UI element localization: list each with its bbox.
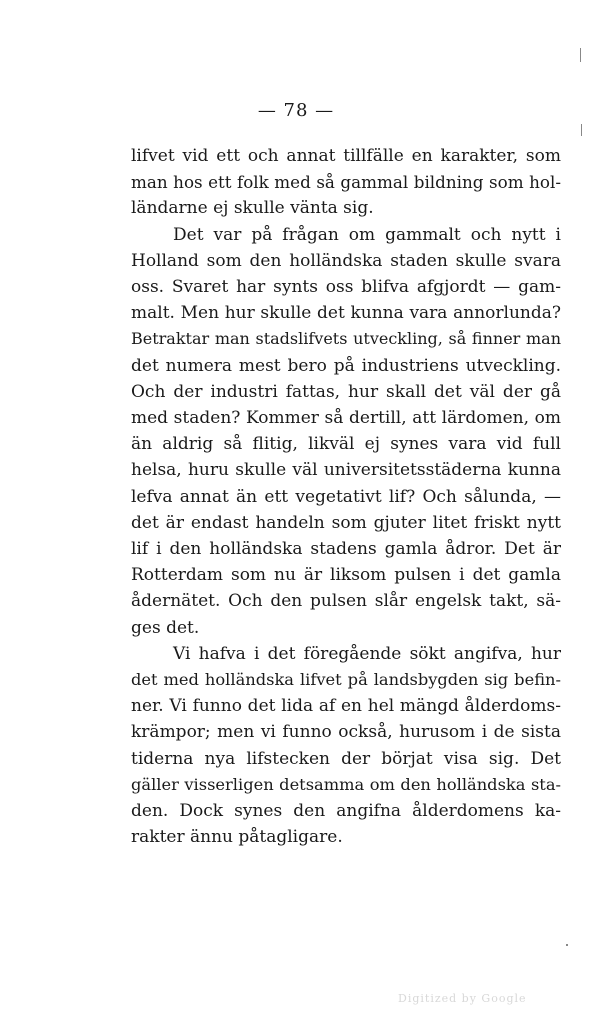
text-line: den. Dock synes den angifna ålderdomens ka- [131, 801, 561, 822]
text-line: det med holländska lifvet på landsbygden sig befin- [131, 670, 561, 690]
text-line: malt. Men hur skulle det kunna vara annorlunda? [131, 303, 561, 324]
text-line: Vi hafva i det föregående sökt angifva, hur [173, 643, 561, 664]
text-line: rakter ännu påtagligare. [131, 827, 343, 848]
text-line: lifvet vid ett och annat tillfälle en karakter, som [131, 146, 561, 166]
text-line: lif i den holländska stadens gamla ådror. Det är [131, 539, 561, 560]
page-number: — 78 — [257, 100, 335, 121]
text-line: ner. Vi funno det lida af en hel mängd ålderdoms- [131, 696, 561, 717]
text-line: Det var på frågan om gammalt och nytt i [173, 224, 561, 245]
margin-mark [580, 48, 581, 62]
text-line: oss. Svaret har synts oss blifva afgjordt — gam- [131, 277, 561, 298]
text-line: ländarne ej skulle vänta sig. [131, 198, 374, 219]
dust-speck [566, 944, 568, 946]
text-line: det är endast handeln som gjuter litet friskt nytt [131, 512, 561, 533]
text-line: ådernätet. Och den pulsen slår engelsk takt, sä- [131, 591, 561, 612]
text-line: Betraktar man stadslifvets utveckling, så finner man [131, 329, 561, 349]
text-line: gäller visserligen detsamma om den holländska sta- [131, 774, 561, 794]
text-line: ges det. [131, 617, 200, 638]
text-line: helsa, huru skulle väl universitetsstäderna kunna [131, 460, 561, 481]
text-line: Holland som den holländska staden skulle svara [131, 250, 561, 271]
text-line: det numera mest bero på industriens utveckling. [131, 355, 561, 376]
google-watermark: Digitized by Google [398, 992, 527, 1005]
text-line: man hos ett folk med så gammal bildning som hol- [131, 172, 561, 193]
text-line: tiderna nya lifstecken der börjat visa sig. Det [131, 748, 561, 769]
text-line: än aldrig så flitig, likväl ej synes vara vid full [131, 434, 561, 455]
margin-mark [581, 124, 582, 136]
text-line: krämpor; men vi funno också, hurusom i de sista [131, 722, 561, 743]
text-line: med staden? Kommer så dertill, att lärdomen, om [131, 408, 561, 429]
text-line: lefva annat än ett vegetativt lif? Och sålunda, — [131, 486, 561, 507]
text-line: Och der industri fattas, hur skall det väl der gå [131, 381, 561, 402]
text-line: Rotterdam som nu är liksom pulsen i det gamla [131, 565, 561, 586]
body-text [131, 143, 561, 850]
